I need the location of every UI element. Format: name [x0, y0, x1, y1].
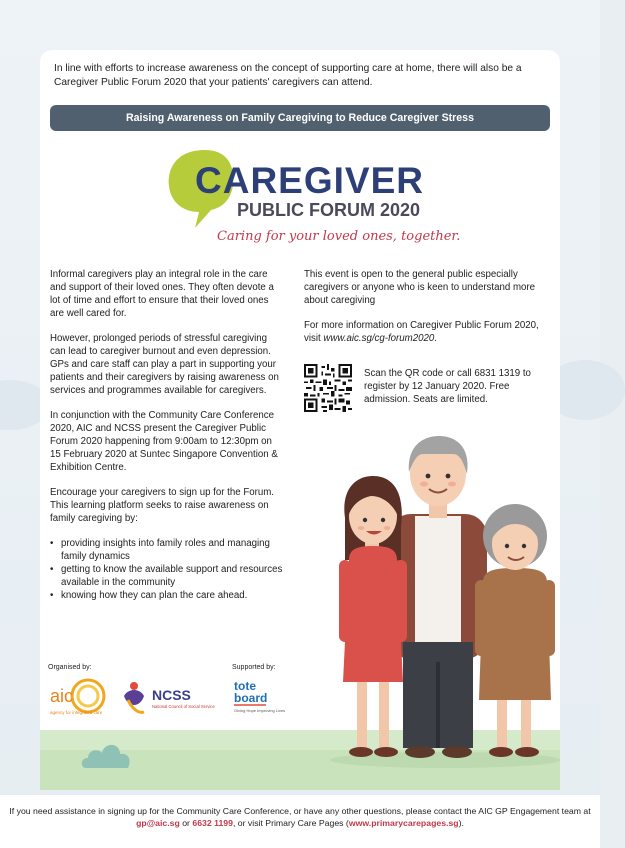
paragraph-burnout: However, prolonged periods of stressful caregiving can lead to caregiver burnout and even depression. GPs and care staff can play a part in supporting your patients and their caregivers by raising awareness on services and programmes available for caregivers. [50, 333, 279, 396]
svg-text:tote: tote [234, 679, 256, 693]
right-column [304, 268, 554, 357]
qr-instructions: Scan the QR code or call 6831 1319 to register by 12 January 2020. Free admission. Seats are limited. [364, 368, 531, 405]
paragraph-open-to-public: This event is open to the general public especially caregivers or anyone who is keen to understand more about caregiving [304, 269, 536, 306]
svg-text:agency for integrated care: agency for integrated care [50, 710, 103, 715]
young-woman-figure [339, 476, 407, 757]
svg-text:board: board [234, 691, 268, 705]
list-item: • knowing how they can plan the care ahead. [50, 589, 285, 602]
list-item: • getting to know the available support and resources available in the community [50, 563, 285, 589]
paragraph-informal-caregivers: Informal caregivers play an integral role in the care and support of their loved ones. They often devote a lot of time and effort to ensure that their loved ones are well cared for. [50, 269, 274, 319]
footer-text-3: ). [458, 818, 464, 828]
svg-text:Giving Hope Improving Lives: Giving Hope Improving Lives [234, 708, 286, 713]
qr-section [304, 364, 554, 414]
more-info-text: For more information on Caregiver Public Forum 2020, visit [304, 320, 539, 344]
primary-care-pages-link[interactable]: www.primarycarepages.sg [348, 818, 459, 828]
caregiver-forum-logo [165, 146, 461, 246]
paragraph-event-details: In conjunction with the Community Care Conference 2020, AIC and NCSS present the Caregiver Public Forum 2020 happening from 9:00am to 12:30pm on 15 February 2020 at Suntec Singapore Convention & Exhibition Centre. [50, 410, 278, 473]
footer-text-2: , or visit Primary Care Pages ( [232, 818, 349, 828]
left-column [50, 268, 285, 602]
logo-title: CAREGIVER [195, 160, 424, 201]
supported-by-label: Supported by: [232, 664, 276, 671]
svg-text:aic: aic [50, 686, 74, 706]
organised-by-label: Organised by: [48, 664, 92, 671]
grandmother-figure [475, 504, 555, 757]
cloud-icon [80, 738, 134, 770]
qr-code-icon[interactable] [304, 364, 352, 412]
intro-text: In line with efforts to increase awareness on the concept of supporting care at home, there will also be a Caregiver Public Forum 2020 that your patients' caregivers can attend. [54, 63, 522, 88]
svg-text:National Council of Social Ser: National Council of Social Service [152, 704, 215, 709]
email-link[interactable]: gp@aic.sg [136, 818, 180, 828]
more-info-period: . [434, 333, 437, 344]
logo-subtitle: PUBLIC FORUM 2020 [237, 200, 421, 220]
logo-tagline: Caring for your loved ones, together. [217, 229, 461, 244]
goals-list [50, 537, 285, 602]
paragraph-encourage: Encourage your caregivers to sign up for the Forum. This learning platform seeks to raise awareness on family caregiving by: [50, 487, 274, 524]
contact-footer [0, 795, 600, 848]
list-item: • providing insights into family roles and managing family dynamics [50, 537, 285, 563]
footer-or: or [179, 818, 193, 828]
footer-text: If you need assistance in signing up for the Community Care Conference, or have any other questions, please contact the AIC GP Engagement team at [9, 806, 591, 816]
svg-text:NCSS: NCSS [152, 687, 191, 703]
aic-logo [48, 678, 112, 720]
phone-link[interactable]: 6632 1199 [192, 818, 233, 828]
family-illustration [325, 430, 565, 770]
forum-link[interactable]: www.aic.sg/cg-forum2020 [323, 333, 435, 344]
ncss-logo [120, 678, 215, 720]
section-banner: Raising Awareness on Family Caregiving to Reduce Caregiver Stress [50, 105, 550, 131]
tote-board-logo [232, 678, 286, 720]
flyer-card [40, 50, 560, 790]
paragraph-more-info [304, 319, 554, 345]
